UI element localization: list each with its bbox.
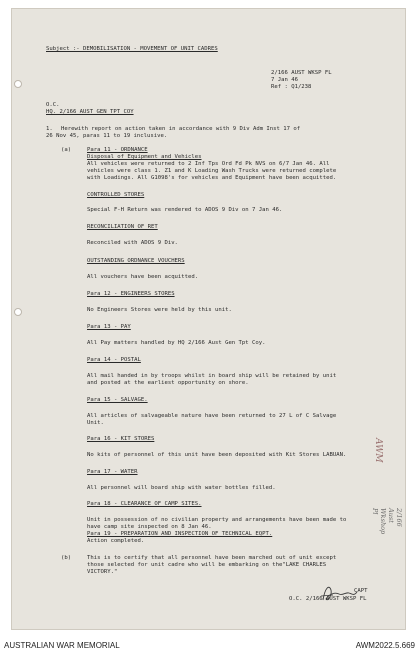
section-subheading: Disposal of Equipment and Vehicles (87, 154, 202, 160)
archive-footer (0, 640, 419, 653)
section-text: All Pay matters handled by HQ 2/166 Aust Gen Tpt Coy. (87, 340, 266, 346)
ref-number: Ref : Q1/238 (271, 84, 312, 90)
section-text: vehicles were class 1. Z1 and K Loading Wash Trucks were returned complete (87, 168, 337, 174)
section-text: Unit in possession of no civilian property and arrangements have been made to (87, 517, 347, 523)
signature-title: O.C. 2/166 AUST WKSP FL (289, 596, 367, 602)
section-text: Unit. (87, 420, 104, 426)
addressee-oc: O.C. (46, 102, 60, 108)
section-text: No Engineers Stores were held by this unit. (87, 307, 232, 313)
section-heading: Para 15 - SALVAGE. (87, 397, 148, 403)
certification-text: those selected for unit cadre who will be embarking on the"LAKE CHARLES (87, 562, 327, 568)
section-heading: Para 16 - KIT STORES (87, 436, 155, 442)
certification-text: VICTORY." (87, 569, 118, 575)
section-heading: Para 19 - PREPARATION AND INSPECTION OF TECHNICAL EQPT. (87, 531, 273, 537)
footer-accession-number: AWM2022.5.669 (355, 641, 415, 650)
para1-text-2: 26 Nov 45, paras 11 to 19 inclusive. (46, 133, 168, 139)
para1-number: 1. (46, 126, 53, 132)
punch-hole (14, 80, 22, 88)
section-text: with Loadings. All G1098's for vehicles and Equipment have been acquitted. (87, 175, 337, 181)
section-text: Reconciled with ADOS 9 Div. (87, 240, 178, 246)
ref-unit: 2/166 AUST WKSP FL (271, 70, 332, 76)
section-text: Special F-H Return was rendered to ADOS 9 Div on 7 Jan 46. (87, 207, 283, 213)
section-text: have camp site inspected on 8 Jan 46. (87, 524, 212, 530)
section-heading: RECONCILIATION OF RET (87, 224, 158, 230)
section-heading: Para 17 - WATER (87, 469, 138, 475)
section-text: All vehicles were returned to 2 Inf Tps Ord Fd Pk NVS on 6/7 Jan 46. All (87, 161, 330, 167)
section-heading: Para 11 - ORDNANCE (87, 147, 148, 153)
margin-side-note: 2/166 Aust Wkshop Pl (371, 508, 403, 535)
ref-date: 7 Jan 46 (271, 77, 298, 83)
margin-stamp-note: AWM (373, 438, 383, 463)
section-text: All vouchers have been acquitted. (87, 274, 199, 280)
section-heading: CONTROLLED STORES (87, 192, 145, 198)
section-heading: Para 13 - PAY (87, 324, 131, 330)
section-text: All articles of salvageable nature have been returned to 27 L of C Salvage (87, 413, 337, 419)
section-heading: Para 12 - ENGINEERS STORES (87, 291, 175, 297)
footer-institution: AUSTRALIAN WAR MEMORIAL (4, 641, 120, 650)
section-text: No kits of personnel of this unit have been deposited with Kit Stores LABUAN. (87, 452, 347, 458)
section-text: and posted at the earliest opportunity on shore. (87, 380, 249, 386)
section-heading: Para 18 - CLEARANCE OF CAMP SITES. (87, 501, 202, 507)
item-a-label: (a) (61, 147, 72, 153)
subject-line: Subject :- DEMOBILISATION - MOVEMENT OF UNIT CADRES (46, 46, 218, 52)
section-text: All mail handed in by troops whilst in board ship will be retained by unit (87, 373, 337, 379)
document-page (11, 8, 406, 630)
certification-text: This is to certify that all personnel have been marched out of unit except (87, 555, 337, 561)
punch-hole (14, 308, 22, 316)
section-text: All personnel will board ship with water bottles filled. (87, 485, 276, 491)
section-text: Action completed. (87, 538, 145, 544)
section-heading: Para 14 - POSTAL (87, 357, 141, 363)
section-heading: OUTSTANDING ORDNANCE VOUCHERS (87, 258, 185, 264)
para1-text: Herewith report on action taken in accordance with 9 Div Adm Inst 17 of (61, 126, 301, 132)
addressee-unit: HQ. 2/166 AUST GEN TPT COY (46, 109, 134, 115)
signature-rank: CAPT (354, 588, 368, 594)
item-b-label: (b) (61, 555, 72, 561)
